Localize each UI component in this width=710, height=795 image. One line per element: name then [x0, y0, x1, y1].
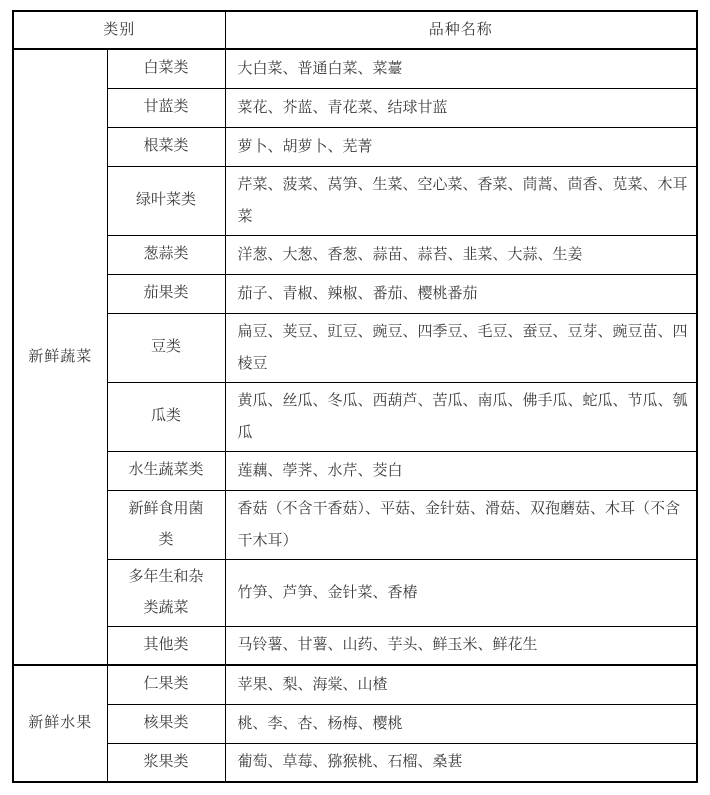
subcategory-cell: 仁果类 [107, 665, 225, 704]
group-label-fresh-vegetables: 新鲜蔬菜 [13, 49, 107, 665]
varieties-cell: 黄瓜、丝瓜、冬瓜、西葫芦、苦瓜、南瓜、佛手瓜、蛇瓜、节瓜、瓠瓜 [225, 382, 697, 451]
header-row [13, 11, 697, 49]
subcategory-cell: 根菜类 [107, 127, 225, 166]
table-row [13, 451, 697, 490]
subcategory-cell: 白菜类 [107, 49, 225, 88]
table-row [13, 704, 697, 743]
varieties-cell: 扁豆、荚豆、豇豆、豌豆、四季豆、毛豆、蚕豆、豆芽、豌豆苗、四棱豆 [225, 313, 697, 382]
table-row [13, 665, 697, 704]
varieties-cell: 桃、李、杏、杨梅、樱桃 [225, 704, 697, 743]
subcategory-cell: 水生蔬菜类 [107, 451, 225, 490]
table-row [13, 490, 697, 559]
varieties-cell: 葡萄、草莓、猕猴桃、石榴、桑葚 [225, 743, 697, 782]
group-label-fresh-fruits: 新鲜水果 [13, 665, 107, 782]
subcategory-cell: 瓜类 [107, 382, 225, 451]
subcategory-cell: 绿叶菜类 [107, 166, 225, 235]
table-row [13, 166, 697, 235]
table-row [13, 743, 697, 782]
subcategory-cell: 葱蒜类 [107, 235, 225, 274]
varieties-cell: 萝卜、胡萝卜、芜菁 [225, 127, 697, 166]
subcategory-cell: 核果类 [107, 704, 225, 743]
subcategory-cell: 其他类 [107, 626, 225, 665]
table-row [13, 235, 697, 274]
table-row [13, 127, 697, 166]
varieties-cell: 茄子、青椒、辣椒、番茄、樱桃番茄 [225, 274, 697, 313]
table-row [13, 274, 697, 313]
varieties-cell: 大白菜、普通白菜、菜薹 [225, 49, 697, 88]
table-row [13, 49, 697, 88]
table-row [13, 382, 697, 451]
table-row [13, 559, 697, 626]
varieties-cell: 芹菜、菠菜、莴笋、生菜、空心菜、香菜、茼蒿、茴香、苋菜、木耳菜 [225, 166, 697, 235]
varieties-cell: 洋葱、大葱、香葱、蒜苗、蒜苔、韭菜、大蒜、生姜 [225, 235, 697, 274]
category-table [12, 10, 698, 783]
subcategory-cell: 甘蓝类 [107, 88, 225, 127]
subcategory-cell: 浆果类 [107, 743, 225, 782]
subcategory-cell: 茄果类 [107, 274, 225, 313]
subcategory-cell: 新鲜食用菌类 [107, 490, 225, 559]
varieties-cell: 苹果、梨、海棠、山楂 [225, 665, 697, 704]
subcategory-cell: 多年生和杂类蔬菜 [107, 559, 225, 626]
table-row [13, 313, 697, 382]
column-header-category: 类别 [13, 11, 225, 49]
subcategory-cell: 豆类 [107, 313, 225, 382]
varieties-cell: 竹笋、芦笋、金针菜、香椿 [225, 559, 697, 626]
varieties-cell: 菜花、芥蓝、青花菜、结球甘蓝 [225, 88, 697, 127]
varieties-cell: 莲藕、荸荠、水芹、茭白 [225, 451, 697, 490]
table-row [13, 88, 697, 127]
varieties-cell: 马铃薯、甘薯、山药、芋头、鲜玉米、鲜花生 [225, 626, 697, 665]
varieties-cell: 香菇（不含干香菇）、平菇、金针菇、滑菇、双孢蘑菇、木耳（不含干木耳） [225, 490, 697, 559]
table-row [13, 626, 697, 665]
column-header-variety: 品种名称 [225, 11, 697, 49]
